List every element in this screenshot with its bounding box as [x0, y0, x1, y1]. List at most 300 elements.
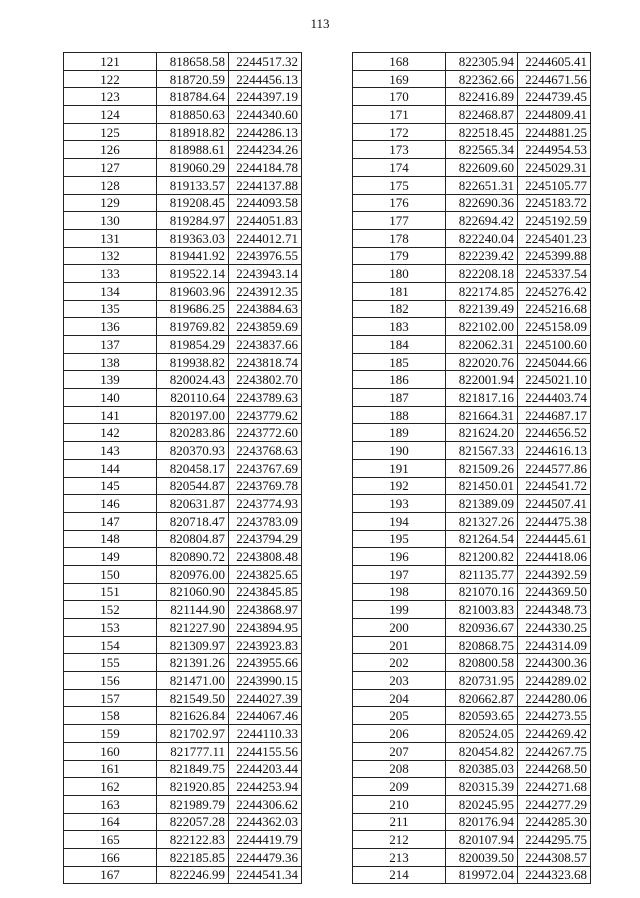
coordinate-x: 822240.04 [446, 229, 518, 247]
coordinate-x: 820868.75 [446, 636, 518, 654]
coordinate-x: 822651.31 [446, 176, 518, 194]
point-number: 129 [64, 194, 157, 212]
point-number: 210 [353, 795, 446, 813]
point-number: 148 [64, 530, 157, 548]
point-number: 132 [64, 247, 157, 265]
coordinate-y: 2244110.33 [229, 725, 302, 743]
table-row [64, 672, 302, 690]
coordinate-x: 822565.34 [446, 141, 518, 159]
point-number: 214 [353, 866, 446, 884]
point-number: 184 [353, 336, 446, 354]
coordinate-y: 2244203.44 [229, 760, 302, 778]
coordinate-y: 2245192.59 [518, 212, 591, 230]
table-row [64, 619, 302, 637]
table-row [64, 654, 302, 672]
coordinate-y: 2243768.63 [229, 442, 302, 460]
point-number: 135 [64, 300, 157, 318]
table-row [353, 601, 591, 619]
coordinate-x: 820283.86 [157, 424, 229, 442]
coordinate-y: 2244289.02 [518, 672, 591, 690]
coordinate-y: 2244268.50 [518, 760, 591, 778]
point-number: 213 [353, 848, 446, 866]
point-number: 136 [64, 318, 157, 336]
coordinate-y: 2245276.42 [518, 282, 591, 300]
coordinate-x: 820039.50 [446, 848, 518, 866]
point-number: 194 [353, 512, 446, 530]
coordinate-y: 2245100.60 [518, 336, 591, 354]
table-row [353, 477, 591, 495]
coordinate-y: 2244517.32 [229, 53, 302, 71]
coordinate-x: 821989.79 [157, 795, 229, 813]
point-number: 137 [64, 336, 157, 354]
point-number: 207 [353, 742, 446, 760]
table-row [353, 672, 591, 690]
table-row [353, 389, 591, 407]
coordinate-x: 821060.90 [157, 583, 229, 601]
table-row [64, 565, 302, 583]
coordinate-x: 818784.64 [157, 88, 229, 106]
table-row [64, 123, 302, 141]
coordinate-y: 2244234.26 [229, 141, 302, 159]
coordinate-y: 2245021.10 [518, 371, 591, 389]
coordinate-x: 820370.93 [157, 442, 229, 460]
coordinate-x: 821702.97 [157, 725, 229, 743]
coordinate-y: 2244605.41 [518, 53, 591, 71]
table-row [353, 760, 591, 778]
point-number: 153 [64, 619, 157, 637]
table-row [64, 318, 302, 336]
table-row [353, 88, 591, 106]
table-row [353, 106, 591, 124]
coordinate-x: 818918.82 [157, 123, 229, 141]
coordinate-x: 820245.95 [446, 795, 518, 813]
point-number: 128 [64, 176, 157, 194]
table-row [353, 300, 591, 318]
coordinate-y: 2244027.39 [229, 689, 302, 707]
coordinate-x: 821509.26 [446, 459, 518, 477]
point-number: 185 [353, 353, 446, 371]
coordinate-y: 2244392.59 [518, 565, 591, 583]
table-row [64, 583, 302, 601]
coordinate-y: 2245183.72 [518, 194, 591, 212]
table-row [353, 318, 591, 336]
coordinate-x: 822062.31 [446, 336, 518, 354]
table-row [353, 619, 591, 637]
point-number: 174 [353, 159, 446, 177]
point-number: 198 [353, 583, 446, 601]
table-row [353, 495, 591, 513]
coordinate-y: 2243772.60 [229, 424, 302, 442]
coordinate-y: 2245216.68 [518, 300, 591, 318]
table-row [64, 371, 302, 389]
coordinate-y: 2244739.45 [518, 88, 591, 106]
point-number: 124 [64, 106, 157, 124]
table-row [353, 282, 591, 300]
coordinate-y: 2244306.62 [229, 795, 302, 813]
coordinate-y: 2244616.13 [518, 442, 591, 460]
point-number: 150 [64, 565, 157, 583]
coordinate-x: 821003.83 [446, 601, 518, 619]
coordinate-y: 2243912.35 [229, 282, 302, 300]
table-row [64, 459, 302, 477]
table-row [353, 159, 591, 177]
point-number: 200 [353, 619, 446, 637]
point-number: 134 [64, 282, 157, 300]
table-row [64, 601, 302, 619]
coordinate-x: 821227.90 [157, 619, 229, 637]
coordinate-x: 821391.26 [157, 654, 229, 672]
point-number: 121 [64, 53, 157, 71]
coordinate-y: 2244881.25 [518, 123, 591, 141]
table-row [64, 106, 302, 124]
table-row [64, 778, 302, 796]
table-row [64, 530, 302, 548]
table-row [64, 141, 302, 159]
table-row [353, 742, 591, 760]
coordinate-x: 822185.85 [157, 848, 229, 866]
coordinate-y: 2244051.83 [229, 212, 302, 230]
coordinate-y: 2243894.95 [229, 619, 302, 637]
table-row [64, 424, 302, 442]
coordinate-y: 2243990.15 [229, 672, 302, 690]
coordinate-y: 2243779.62 [229, 406, 302, 424]
coordinate-x: 820631.87 [157, 495, 229, 513]
point-number: 199 [353, 601, 446, 619]
coordinate-x: 822518.45 [446, 123, 518, 141]
table-row [353, 265, 591, 283]
coordinate-y: 2244093.58 [229, 194, 302, 212]
coordinate-x: 822239.42 [446, 247, 518, 265]
point-number: 197 [353, 565, 446, 583]
coordinate-x: 820315.39 [446, 778, 518, 796]
coordinate-x: 822057.28 [157, 813, 229, 831]
table-row [64, 495, 302, 513]
coordinate-x: 820107.94 [446, 831, 518, 849]
coordinate-x: 822208.18 [446, 265, 518, 283]
point-number: 149 [64, 548, 157, 566]
coordinate-x: 820385.03 [446, 760, 518, 778]
coordinate-x: 821817.16 [446, 389, 518, 407]
point-number: 187 [353, 389, 446, 407]
coordinate-y: 2244184.78 [229, 159, 302, 177]
coordinate-y: 2243943.14 [229, 265, 302, 283]
point-number: 182 [353, 300, 446, 318]
point-number: 160 [64, 742, 157, 760]
point-number: 209 [353, 778, 446, 796]
coordinate-y: 2244323.68 [518, 866, 591, 884]
table-row [353, 530, 591, 548]
coordinate-x: 821664.31 [446, 406, 518, 424]
coordinate-x: 820731.95 [446, 672, 518, 690]
table-row [353, 548, 591, 566]
coordinate-x: 821624.20 [446, 424, 518, 442]
coordinate-y: 2244541.34 [229, 866, 302, 884]
coordinate-y: 2244348.73 [518, 601, 591, 619]
table-row [353, 813, 591, 831]
coordinate-x: 819133.57 [157, 176, 229, 194]
coordinate-x: 820976.00 [157, 565, 229, 583]
coordinate-x: 821849.75 [157, 760, 229, 778]
coordinate-y: 2245105.77 [518, 176, 591, 194]
table-row [353, 636, 591, 654]
coordinate-y: 2243837.66 [229, 336, 302, 354]
coordinate-y: 2243767.69 [229, 459, 302, 477]
table-row [353, 371, 591, 389]
coordinate-x: 821327.26 [446, 512, 518, 530]
point-number: 168 [353, 53, 446, 71]
coordinate-y: 2244419.79 [229, 831, 302, 849]
coordinate-x: 822468.87 [446, 106, 518, 124]
page-number: 113 [310, 16, 330, 31]
point-number: 172 [353, 123, 446, 141]
coordinate-y: 2244285.30 [518, 813, 591, 831]
table-row [64, 831, 302, 849]
table-row [64, 353, 302, 371]
coordinate-x: 819441.92 [157, 247, 229, 265]
coordinate-y: 2244479.36 [229, 848, 302, 866]
table-row [64, 512, 302, 530]
coordinate-x: 821450.01 [446, 477, 518, 495]
point-number: 133 [64, 265, 157, 283]
coordinate-y: 2244456.13 [229, 70, 302, 88]
table-row [353, 654, 591, 672]
coordinate-x: 818720.59 [157, 70, 229, 88]
table-row [353, 707, 591, 725]
coordinate-y: 2243868.97 [229, 601, 302, 619]
table-row [64, 813, 302, 831]
coordinate-x: 822305.94 [446, 53, 518, 71]
point-number: 144 [64, 459, 157, 477]
coordinate-y: 2243783.09 [229, 512, 302, 530]
coordinate-y: 2243808.48 [229, 548, 302, 566]
point-number: 139 [64, 371, 157, 389]
point-number: 181 [353, 282, 446, 300]
coordinate-x: 821549.50 [157, 689, 229, 707]
coordinates-table-right [352, 52, 591, 884]
point-number: 169 [353, 70, 446, 88]
coordinate-x: 821920.85 [157, 778, 229, 796]
point-number: 142 [64, 424, 157, 442]
coordinate-y: 2243769.78 [229, 477, 302, 495]
point-number: 189 [353, 424, 446, 442]
coordinate-y: 2245158.09 [518, 318, 591, 336]
table-row [353, 689, 591, 707]
point-number: 205 [353, 707, 446, 725]
coordinate-x: 822246.99 [157, 866, 229, 884]
coordinate-x: 818658.58 [157, 53, 229, 71]
point-number: 170 [353, 88, 446, 106]
coordinate-y: 2244475.38 [518, 512, 591, 530]
coordinate-y: 2243794.29 [229, 530, 302, 548]
coordinate-x: 820718.47 [157, 512, 229, 530]
table-row [353, 583, 591, 601]
coordinate-x: 820593.65 [446, 707, 518, 725]
coordinate-y: 2244280.06 [518, 689, 591, 707]
point-number: 202 [353, 654, 446, 672]
table-row [64, 795, 302, 813]
point-number: 162 [64, 778, 157, 796]
point-number: 123 [64, 88, 157, 106]
point-number: 193 [353, 495, 446, 513]
table-row [353, 795, 591, 813]
point-number: 191 [353, 459, 446, 477]
coordinate-x: 821135.77 [446, 565, 518, 583]
coordinate-y: 2244277.29 [518, 795, 591, 813]
table-row [353, 229, 591, 247]
table-row [353, 442, 591, 460]
coordinate-x: 821777.11 [157, 742, 229, 760]
coordinate-y: 2244445.61 [518, 530, 591, 548]
table-row [353, 141, 591, 159]
table-row [64, 336, 302, 354]
coordinate-x: 821471.00 [157, 672, 229, 690]
coordinate-y: 2243884.63 [229, 300, 302, 318]
coordinate-x: 822020.76 [446, 353, 518, 371]
point-number: 138 [64, 353, 157, 371]
table-row [64, 70, 302, 88]
table-row [353, 848, 591, 866]
coordinate-x: 822001.94 [446, 371, 518, 389]
table-row [64, 88, 302, 106]
coordinate-y: 2244155.56 [229, 742, 302, 760]
coordinate-x: 821200.82 [446, 548, 518, 566]
point-number: 165 [64, 831, 157, 849]
point-number: 188 [353, 406, 446, 424]
coordinate-y: 2244809.41 [518, 106, 591, 124]
coordinate-y: 2243825.65 [229, 565, 302, 583]
coordinate-x: 820936.67 [446, 619, 518, 637]
point-number: 201 [353, 636, 446, 654]
table-row [64, 866, 302, 884]
coordinate-x: 821389.09 [446, 495, 518, 513]
coordinate-y: 2244286.13 [229, 123, 302, 141]
coordinate-y: 2244954.53 [518, 141, 591, 159]
point-number: 190 [353, 442, 446, 460]
coordinate-y: 2244541.72 [518, 477, 591, 495]
table-row [64, 442, 302, 460]
coordinate-x: 820890.72 [157, 548, 229, 566]
point-number: 159 [64, 725, 157, 743]
coordinate-y: 2244273.55 [518, 707, 591, 725]
coordinate-x: 820458.17 [157, 459, 229, 477]
point-number: 122 [64, 70, 157, 88]
table-row [64, 176, 302, 194]
table-row [353, 176, 591, 194]
coordinate-x: 821144.90 [157, 601, 229, 619]
coordinate-x: 822416.89 [446, 88, 518, 106]
coordinate-y: 2244369.50 [518, 583, 591, 601]
coordinate-y: 2244330.25 [518, 619, 591, 637]
coordinate-x: 820110.64 [157, 389, 229, 407]
point-number: 151 [64, 583, 157, 601]
coordinate-x: 819769.82 [157, 318, 229, 336]
point-number: 154 [64, 636, 157, 654]
coordinate-x: 821567.33 [446, 442, 518, 460]
table-row [64, 229, 302, 247]
coordinate-x: 818988.61 [157, 141, 229, 159]
table-row [64, 548, 302, 566]
coordinate-x: 819363.03 [157, 229, 229, 247]
point-number: 206 [353, 725, 446, 743]
table-row [353, 424, 591, 442]
point-number: 125 [64, 123, 157, 141]
coordinate-y: 2244300.36 [518, 654, 591, 672]
point-number: 203 [353, 672, 446, 690]
point-number: 141 [64, 406, 157, 424]
point-number: 173 [353, 141, 446, 159]
coordinate-x: 820800.58 [446, 654, 518, 672]
coordinate-y: 2244418.06 [518, 548, 591, 566]
point-number: 171 [353, 106, 446, 124]
coordinate-y: 2243859.69 [229, 318, 302, 336]
coordinate-y: 2244253.94 [229, 778, 302, 796]
table-row [64, 689, 302, 707]
coordinate-y: 2243789.63 [229, 389, 302, 407]
coordinate-x: 820454.82 [446, 742, 518, 760]
point-number: 179 [353, 247, 446, 265]
coordinate-x: 821309.97 [157, 636, 229, 654]
coordinate-x: 822609.60 [446, 159, 518, 177]
table-row [64, 636, 302, 654]
point-number: 177 [353, 212, 446, 230]
table-row [64, 406, 302, 424]
coordinate-y: 2245399.88 [518, 247, 591, 265]
coordinate-x: 822122.83 [157, 831, 229, 849]
point-number: 180 [353, 265, 446, 283]
table-row [353, 406, 591, 424]
table-row [353, 866, 591, 884]
coordinate-x: 822690.36 [446, 194, 518, 212]
coordinate-y: 2244267.75 [518, 742, 591, 760]
point-number: 126 [64, 141, 157, 159]
point-number: 212 [353, 831, 446, 849]
table-row [353, 725, 591, 743]
coordinate-y: 2243955.66 [229, 654, 302, 672]
table-row [64, 760, 302, 778]
coordinates-table-left [63, 52, 302, 884]
coordinate-x: 821626.84 [157, 707, 229, 725]
coordinate-y: 2244577.86 [518, 459, 591, 477]
table-row [64, 300, 302, 318]
coordinate-x: 822102.00 [446, 318, 518, 336]
table-row [353, 353, 591, 371]
table-row [64, 477, 302, 495]
point-number: 192 [353, 477, 446, 495]
point-number: 196 [353, 548, 446, 566]
point-number: 127 [64, 159, 157, 177]
point-number: 186 [353, 371, 446, 389]
coordinate-x: 822694.42 [446, 212, 518, 230]
coordinate-x: 819854.29 [157, 336, 229, 354]
table-row [353, 247, 591, 265]
point-number: 140 [64, 389, 157, 407]
point-number: 158 [64, 707, 157, 725]
coordinate-y: 2243923.83 [229, 636, 302, 654]
point-number: 155 [64, 654, 157, 672]
table-row [353, 336, 591, 354]
point-number: 152 [64, 601, 157, 619]
table-row [64, 848, 302, 866]
coordinate-y: 2245044.66 [518, 353, 591, 371]
coordinate-y: 2243818.74 [229, 353, 302, 371]
coordinate-y: 2244271.68 [518, 778, 591, 796]
coordinate-x: 819284.97 [157, 212, 229, 230]
coordinate-x: 820197.00 [157, 406, 229, 424]
coordinate-x: 820024.43 [157, 371, 229, 389]
table-row [64, 265, 302, 283]
table-row [353, 194, 591, 212]
table-row [353, 123, 591, 141]
